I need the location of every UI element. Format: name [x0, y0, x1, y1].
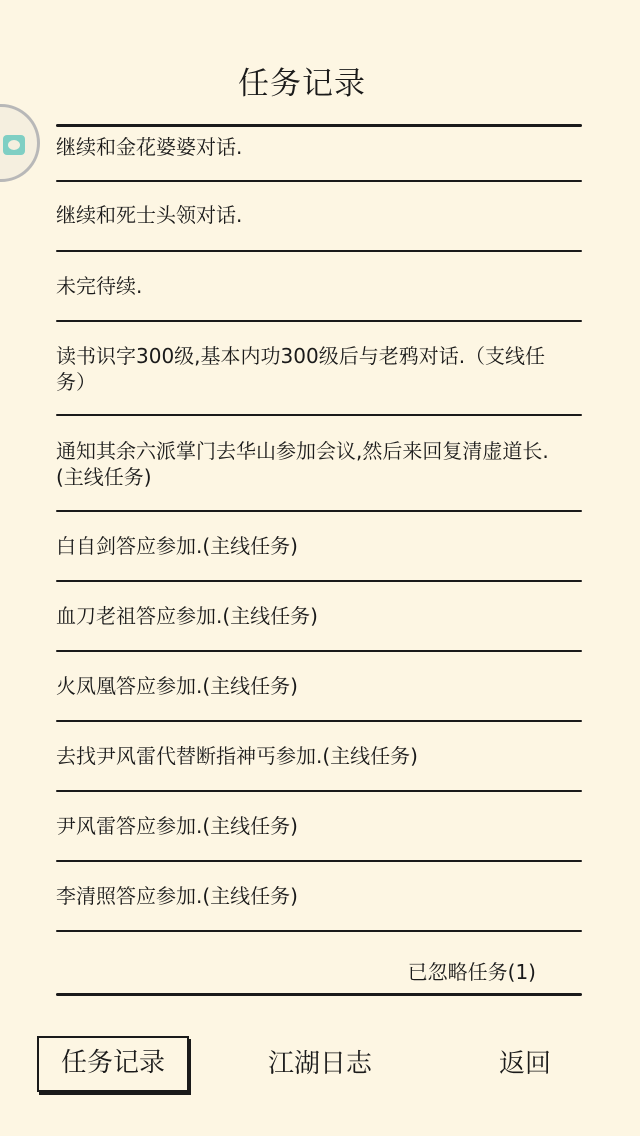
- divider: [56, 124, 582, 127]
- ignored-quests-link[interactable]: 已忽略任务(1): [407, 960, 536, 984]
- back-button[interactable]: 返回: [498, 1049, 551, 1079]
- bottom-nav: [0, 1036, 640, 1096]
- quest-item[interactable]: 继续和金花婆婆对话.: [56, 135, 243, 159]
- divider: [56, 250, 582, 252]
- divider: [56, 180, 582, 182]
- quest-item[interactable]: 读书识字300级,基本内功300级后与老鸦对话.（支线任务）: [56, 344, 546, 394]
- quest-item[interactable]: 未完待续.: [56, 274, 143, 298]
- quest-item[interactable]: 白自剑答应参加.(主线任务): [56, 534, 298, 558]
- divider: [56, 414, 582, 416]
- quest-item[interactable]: 尹风雷答应参加.(主线任务): [56, 814, 298, 838]
- quest-item[interactable]: 火凤凰答应参加.(主线任务): [56, 674, 298, 698]
- divider: [56, 993, 582, 996]
- page-title: 任务记录: [238, 66, 366, 102]
- divider: [56, 580, 582, 582]
- jianghu-log-tab[interactable]: 江湖日志: [267, 1049, 372, 1079]
- divider: [56, 650, 582, 652]
- quest-log-tab[interactable]: 任务记录: [37, 1036, 189, 1092]
- quest-item[interactable]: 李清照答应参加.(主线任务): [56, 884, 298, 908]
- divider: [56, 320, 582, 322]
- divider: [56, 930, 582, 932]
- quest-item[interactable]: 继续和死士头领对话.: [56, 203, 243, 227]
- quest-item[interactable]: 血刀老祖答应参加.(主线任务): [56, 604, 318, 628]
- quest-item[interactable]: 通知其余六派掌门去华山参加会议,然后来回复清虚道长.(主线任务): [56, 439, 549, 489]
- divider: [56, 510, 582, 512]
- divider: [56, 790, 582, 792]
- divider: [56, 720, 582, 722]
- divider: [56, 860, 582, 862]
- quest-item[interactable]: 去找尹风雷代替断指神丐参加.(主线任务): [56, 744, 418, 768]
